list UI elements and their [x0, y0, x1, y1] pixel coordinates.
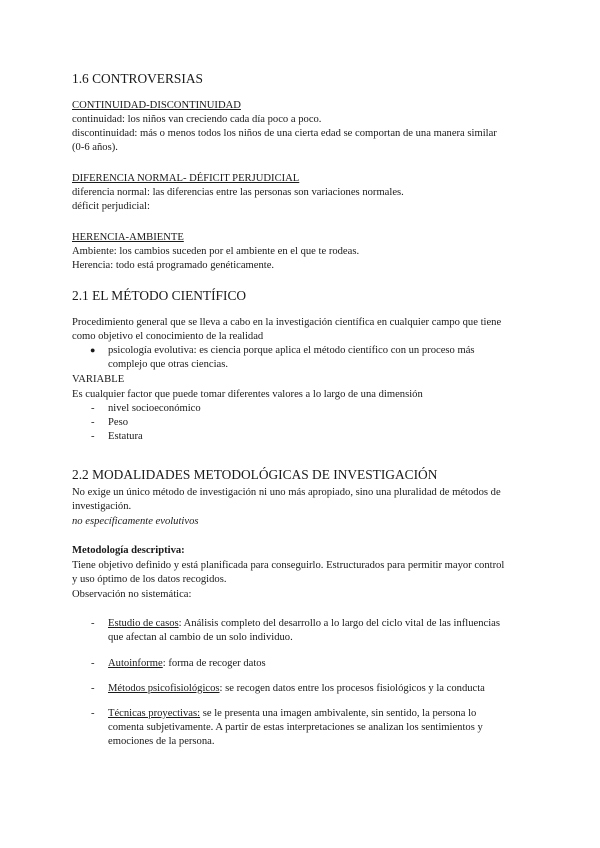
text-line: continuidad: los niños van creciendo cada día poco a poco. [72, 114, 322, 125]
method-desc: : se recogen datos entre los procesos fisiológicos y la conducta [219, 683, 485, 694]
heading-controversias: 1.6 CONTROVERSIAS [72, 71, 203, 86]
dash-icon: - [91, 708, 95, 719]
heading-metodo-cientifico: 2.1 EL MÉTODO CIENTÍFICO [72, 288, 247, 303]
text-line: investigación. [72, 501, 132, 512]
method-psicofisiologicos [108, 682, 485, 695]
variable-title: VARIABLE [72, 374, 125, 385]
heading-modalidades: 2.2 MODALIDADES METODOLÓGICAS DE INVESTIGACIÓN [72, 467, 438, 482]
method-desc: se le presenta una imagen ambivalente, sin sentido, la persona lo [200, 708, 477, 719]
method-desc: que afectan al cambio de un solo individuo. [108, 632, 293, 643]
method-term: Autoinforme [108, 658, 163, 669]
method-estudio-casos [108, 617, 500, 630]
dash-icon: - [91, 658, 95, 669]
italic-note: no específicamente evolutivos [72, 516, 199, 527]
method-desc: : Análisis completo del desarrollo a lo largo del ciclo vital de las influencias [178, 618, 500, 629]
method-desc: comenta subjetivamente. A partir de estas interpretaciones se analizan los sentimientos y [108, 722, 483, 733]
method-desc: emociones de la persona. [108, 736, 215, 747]
text-line: y uso óptimo de los datos recogidos. [72, 574, 227, 585]
text-line: discontinuidad: más o menos todos los niños de una cierta edad se comportan de una manera similar [72, 128, 497, 139]
method-term: Técnicas proyectivas: [108, 708, 201, 719]
dash-icon: - [91, 431, 95, 442]
bullet-text: psicología evolutiva: es ciencia porque aplica el método científico con un proceso más [108, 345, 475, 356]
text-line: diferencia normal: las diferencias entre las personas son variaciones normales. [72, 187, 404, 198]
text-line: Ambiente: los cambios suceden por el ambiente en el que te rodeas. [72, 246, 360, 257]
list-item: Estatura [108, 431, 143, 442]
text-line: No exige un único método de investigación ni uno más apropiado, sino una pluralidad de métodos de [72, 487, 501, 498]
text-line: Observación no sistemática: [72, 589, 192, 600]
method-desc: : forma de recoger datos [162, 658, 266, 669]
bullet-text: complejo que otras ciencias. [108, 359, 229, 370]
text-line: déficit perjudicial: [72, 201, 150, 212]
text-line: (0-6 años). [72, 142, 118, 153]
dash-icon: - [91, 417, 95, 428]
subheading-descriptiva: Metodología descriptiva: [72, 545, 185, 556]
bullet-icon: ● [90, 345, 96, 355]
text-line: Herencia: todo está programado genéticamente. [72, 260, 275, 271]
dash-icon: - [91, 618, 95, 629]
dash-icon: - [91, 683, 95, 694]
method-term: Estudio de casos [108, 618, 179, 629]
text-line: Es cualquier factor que puede tomar diferentes valores a lo largo de una dimensión [72, 389, 423, 400]
text-line: como objetivo el conocimiento de la realidad [72, 331, 264, 342]
text-line: Tiene objetivo definido y está planificada para conseguirlo. Estructurados para permitir mayor control [72, 560, 505, 571]
method-proyectivas [108, 707, 476, 720]
method-autoinforme [108, 657, 266, 670]
subheading-continuidad: CONTINUIDAD-DISCONTINUIDAD [72, 100, 241, 111]
subheading-diferencia: DIFERENCIA NORMAL- DÉFICIT PERJUDICIAL [72, 173, 300, 184]
method-term: Métodos psicofisiológicos [108, 683, 220, 694]
list-item: Peso [108, 417, 129, 428]
dash-icon: - [91, 403, 95, 414]
text-line: Procedimiento general que se lleva a cabo en la investigación científica en cualquier campo que tiene [72, 317, 502, 328]
subheading-herencia: HERENCIA-AMBIENTE [72, 232, 184, 243]
list-item: nivel socioeconómico [108, 403, 201, 414]
